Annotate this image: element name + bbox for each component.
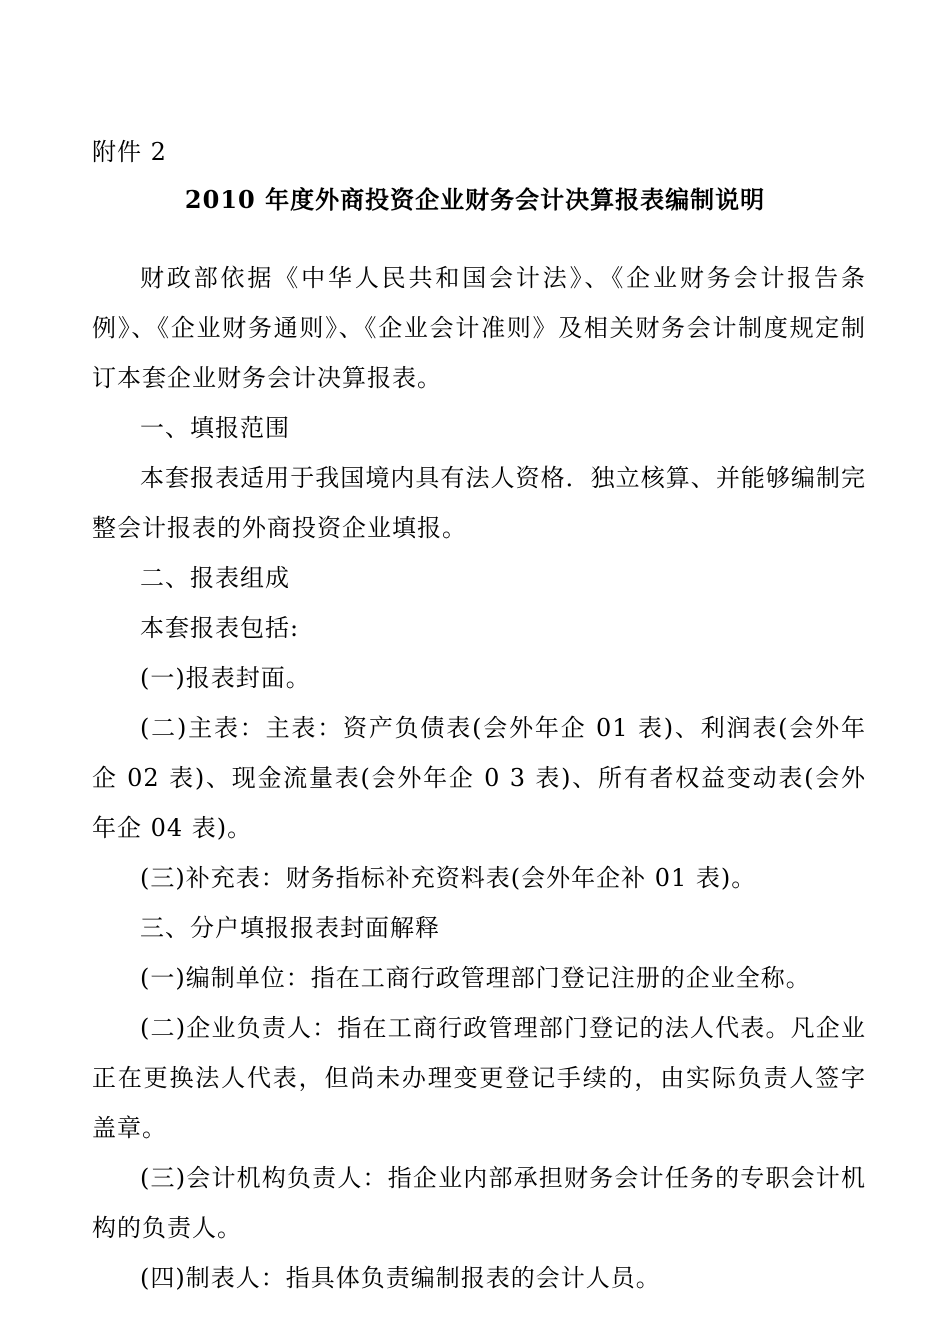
list-item-preparer: (四)制表人：指具体负责编制报表的会计人员。 [140, 1264, 661, 1292]
heading-scope: 一、填报范围 [140, 414, 290, 442]
list-item-legal-rep: (二)企业负责人：指在工商行政管理部门登记的法人代表。凡企业正在更换法人代表，但尚未办理变更登记手续的，由实际负责人签字盖章。 [92, 1014, 866, 1142]
document-body [92, 253, 866, 1303]
attachment-label: 附件 2 [92, 138, 167, 166]
heading-composition: 二、报表组成 [140, 564, 290, 592]
paragraph-scope: 本套报表适用于我国境内具有法人资格．独立核算、并能够编制完整会计报表的外商投资企业填报。 [92, 464, 866, 542]
list-item-cover: (一)报表封面。 [140, 664, 311, 692]
list-item-accounting-head: (三)会计机构负责人：指企业内部承担财务会计任务的专职会计机构的负责人。 [92, 1164, 866, 1242]
document-title: 2010 年度外商投资企业财务会计决算报表编制说明 [184, 185, 766, 214]
list-item-main-tables: (二)主表：主表：资产负债表(会外年企 01 表)、利润表(会外年企 02 表)、现金流量表(会外年企 0 3 表)、所有者权益变动表(会外年企 04 表)。 [92, 714, 866, 842]
paragraph-includes: 本套报表包括: [140, 614, 300, 642]
paragraph-intro: 财政部依据《中华人民共和国会计法》、《企业财务会计报告条例》、《企业财务通则》、《企业会计准则》及相关财务会计制度规定制订本套企业财务会计决算报表。 [92, 264, 866, 392]
heading-cover-explanation: 三、分户填报报表封面解释 [140, 914, 440, 942]
list-item-unit: (一)编制单位：指在工商行政管理部门登记注册的企业全称。 [140, 964, 811, 992]
list-item-supplementary: (三)补充表：财务指标补充资料表(会外年企补 01 表)。 [140, 864, 757, 892]
